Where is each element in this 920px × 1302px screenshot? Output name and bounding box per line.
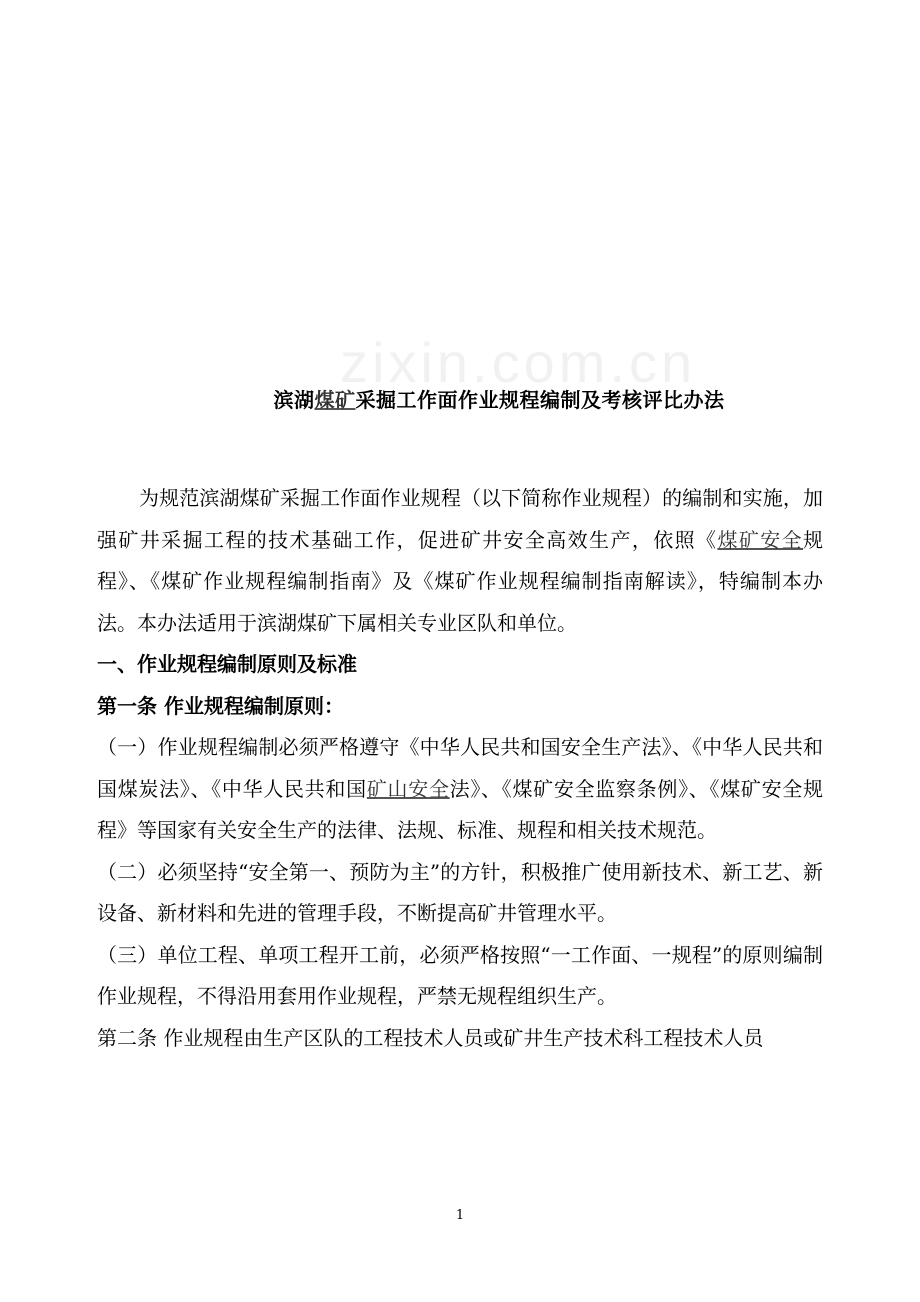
page-number: 1 (455, 1208, 465, 1223)
article-heading: 第一条 作业规程编制原则： (97, 693, 344, 718)
article-2-paragraph: 第二条 作业规程由生产区队的工程技术人员或矿井生产技术科工程技术人员 (97, 1025, 764, 1050)
item-1-text-2: 法》、《煤矿安全监察条例》、《煤矿安全规程》等国家有关安全生产的法律、法规、标准、规程和相关技术规范。 (97, 776, 824, 842)
watermark: zixin.com.cn (340, 331, 697, 394)
title-part-1: 滨湖 (273, 388, 315, 412)
document-body (97, 478, 823, 1059)
intro-text-1: 为规范滨湖煤矿采掘工作面作业规程（以下简称作业规程）的编制和实施，加强矿井采掘工程的技术基础工作，促进矿井安全高效生产，依照《 (97, 486, 823, 552)
intro-paragraph (97, 478, 823, 644)
intro-text-2: 规程》、《煤矿作业规程编制指南》及《煤矿作业规程编制指南解读》，特编制本办法。本办法适用于滨湖煤矿下属相关专业区队和单位。 (97, 527, 824, 635)
item-3-paragraph: （三）单位工程、单项工程开工前，必须严格按照“一工作面、一规程”的原则编制作业规程，不得沿用套用作业规程，严禁无规程组织生产。 (97, 942, 823, 1008)
item-2-paragraph: （二）必须坚持“安全第一、预防为主”的方针，积极推广使用新技术、新工艺、新设备、新材料和先进的管理手段，不断提高矿井管理水平。 (97, 859, 823, 925)
document-title (0, 384, 920, 413)
item-1-paragraph (97, 727, 823, 852)
title-link[interactable]: 煤矿 (314, 388, 356, 412)
item-1-link[interactable]: 矿山安全 (366, 776, 450, 801)
item-1-text-1: （一）作业规程编制必须严格遵守《中华人民共和国安全生产法》、《中华人民共和国煤炭法》、《中华人民共和国 (97, 735, 823, 801)
title-part-2: 采掘工作面作业规程编制及考核评比办法 (355, 388, 725, 412)
intro-link[interactable]: 煤矿安全 (717, 527, 804, 552)
section-heading: 一、作业规程编制原则及标准 (97, 652, 357, 676)
